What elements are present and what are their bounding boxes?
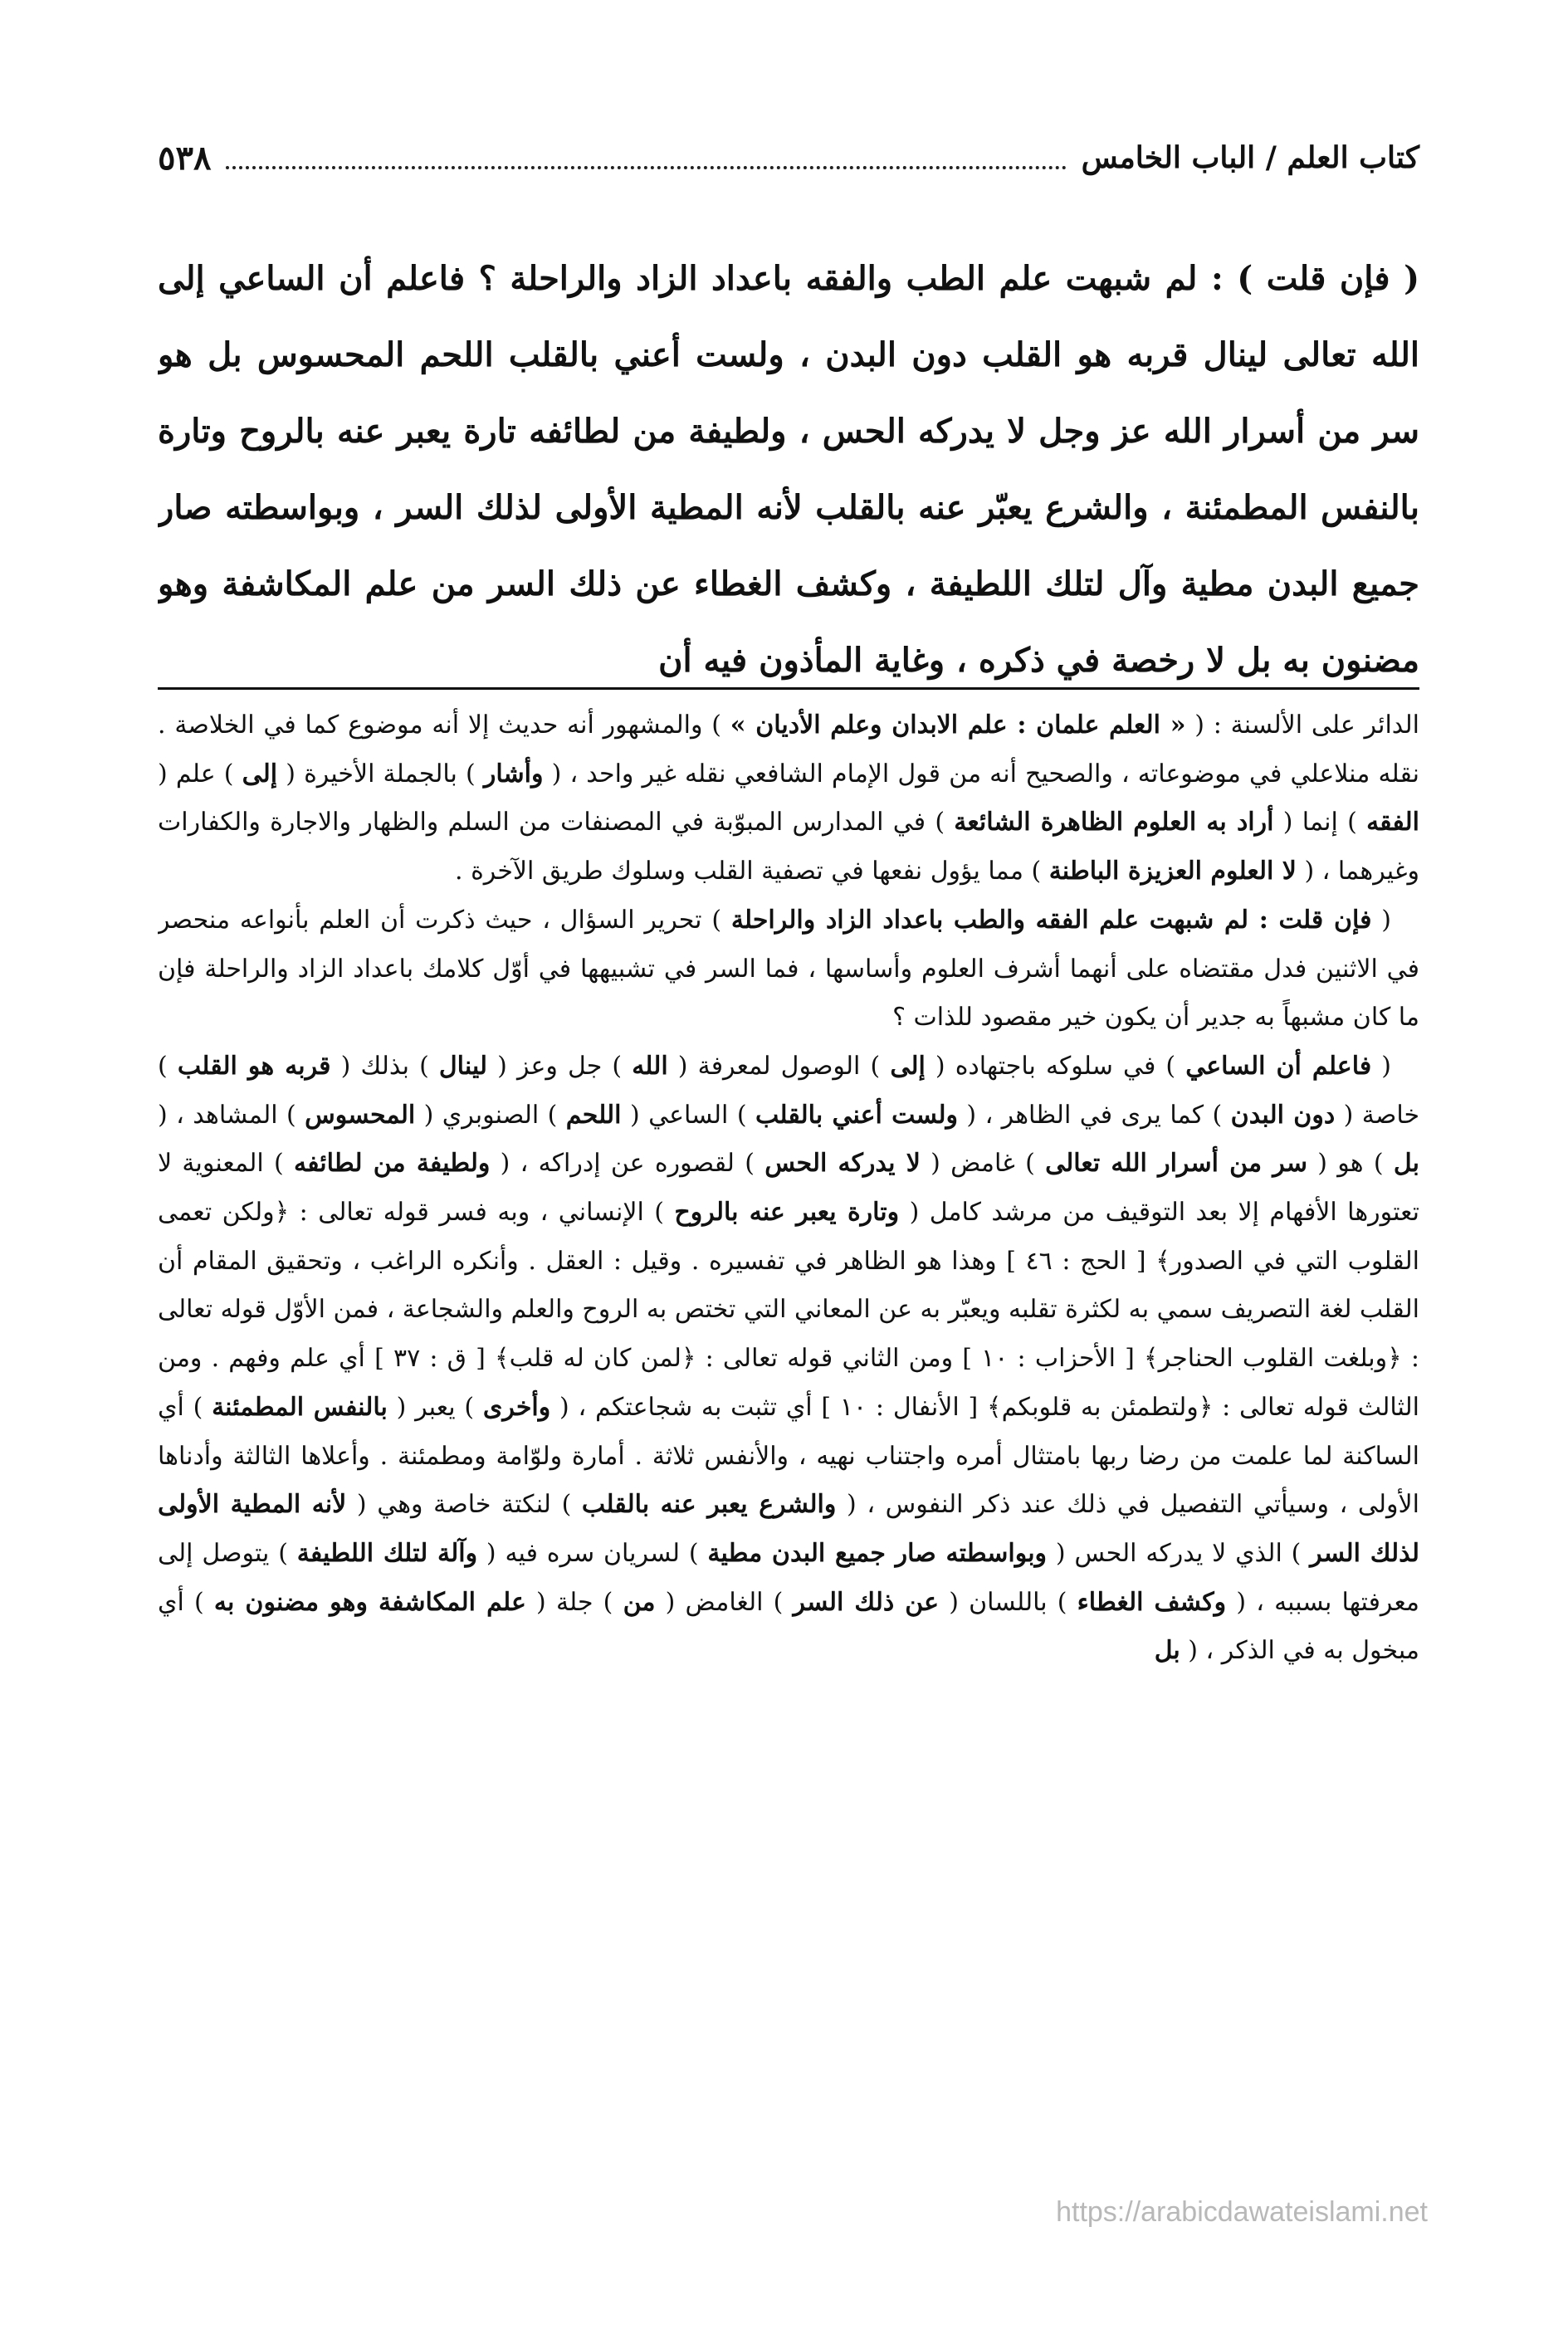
running-header bbox=[158, 133, 1419, 183]
commentary-text: ) أي مبخول به في الذكر ، ( bbox=[158, 1587, 1419, 1666]
quoted-term: ولست أعني بالقلب bbox=[755, 1100, 958, 1130]
quoted-term: من bbox=[623, 1587, 656, 1617]
commentary-text: ) المشاهد ، ( bbox=[158, 1100, 305, 1130]
quoted-term: الفقه bbox=[1366, 808, 1419, 837]
commentary-paragraph-1 bbox=[158, 701, 1419, 896]
quoted-term: قربه هو القلب bbox=[177, 1051, 331, 1081]
quoted-term: وأشار bbox=[483, 759, 544, 789]
quoted-term: اللحم bbox=[565, 1100, 622, 1130]
commentary-text: ) في المدارس المبوّبة في المصنفات من السلم والظهار والاجارة والكفارات وغيرهما ، ( bbox=[158, 808, 1419, 886]
dotted-leader bbox=[226, 163, 1066, 169]
commentary-paragraph-3 bbox=[158, 1043, 1419, 1676]
commentary-text: ) يتوصل إلى معرفتها بسببه ، ( bbox=[158, 1538, 1419, 1617]
quoted-term: سر من أسرار الله تعالى bbox=[1045, 1149, 1307, 1179]
quoted-term: وتارة يعبر عنه بالروح bbox=[674, 1198, 900, 1228]
quoted-term: ولطيفة من لطائفه bbox=[294, 1149, 491, 1179]
commentary-text: ) المعنوية لا تعتورها الأفهام إلا بعد التوقيف من مرشد كامل ( bbox=[158, 1149, 1419, 1228]
quoted-term: أراد به العلوم الظاهرة الشائعة bbox=[954, 808, 1274, 837]
commentary-text: ) بذلك ( bbox=[330, 1051, 439, 1081]
commentary-text: ) باللسان ( bbox=[939, 1587, 1077, 1617]
commentary-text: ) خاصة ( bbox=[158, 1051, 1419, 1130]
commentary-text: ) في سلوكه باجتهاده ( bbox=[925, 1051, 1186, 1081]
quoted-term: فإن قلت : لم شبهت علم الفقه والطب باعداد الزاد والراحلة bbox=[730, 905, 1372, 935]
quoted-term: المحسوس bbox=[305, 1100, 416, 1130]
quoted-term: إلى bbox=[890, 1051, 926, 1081]
quoted-term: بالنفس المطمئنة bbox=[212, 1392, 388, 1422]
commentary-text: ) الصنوبري ( bbox=[415, 1100, 566, 1130]
quoted-term: والشرع يعبر عنه بالقلب bbox=[581, 1490, 837, 1520]
quoted-term: علم المكاشفة وهو مضنون به bbox=[213, 1587, 526, 1617]
main-text bbox=[158, 241, 1419, 681]
commentary-text: ) الغامض ( bbox=[655, 1587, 794, 1617]
commentary-text: ) كما يرى في الظاهر ، ( bbox=[958, 1100, 1231, 1130]
commentary-text: ) الذي لا يدركه الحس ( bbox=[1047, 1538, 1311, 1568]
page-number: ٥٣٨ bbox=[158, 138, 212, 178]
quoted-term: لا يدركه الحس bbox=[764, 1149, 921, 1179]
quoted-term: إلى bbox=[242, 759, 278, 789]
commentary-text: ) لنكتة خاصة وهي ( bbox=[346, 1490, 582, 1520]
commentary-text: ) أي الساكنة لما علمت من رضا ربها بامتثال أمره واجتناب نهيه ، والأنفس ثلاثة . أمارة ولوّامة ومطمئنة . وأعلاها الثالثة وأدناها الأولى ، وسيأتي التفصيل في ذلك عند ذكر النفوس ، ( bbox=[158, 1392, 1419, 1520]
main-paragraph: ( فإن قلت ) : لم شبهت علم الطب والفقه باعداد الزاد والراحلة ؟ فاعلم أن الساعي إلى الله تعالى لينال قربه هو القلب دون البدن ، ولست أعني بالقلب اللحم المحسوس بل هو سر من أسرار الله عز وجل لا يدركه الحس ، ولطيفة من لطائفه تارة يعبر عنه بالروح وتارة بالنفس المطمئنة ، والشرع يعبّر عنه بالقلب لأنه المطية الأولى لذلك السر ، وبواسطته صار جميع البدن مطية وآل لتلك اللطيفة ، وكشف الغطاء عن ذلك السر من علم المكاشفة وهو مضنون به بل لا رخصة في ذكره ، وغاية المأذون فيه أن bbox=[158, 259, 1419, 680]
quoted-term: وآلة لتلك اللطيفة bbox=[296, 1538, 478, 1568]
quoted-term: فاعلم أن الساعي bbox=[1185, 1051, 1372, 1081]
commentary-text: ) بالجملة الأخيرة ( bbox=[277, 759, 484, 789]
commentary-text: ) جلة ( bbox=[525, 1587, 623, 1617]
commentary bbox=[158, 701, 1419, 2179]
commentary-text: ) والمشهور أنه حديث إلا أنه موضوع كما في الخلاصة . نقله منلاعلي في موضوعاته ، والصحيح أنه من قول الإمام الشافعي نقله غير واحد ، ( bbox=[158, 711, 1419, 789]
commentary-text: ) غامض ( bbox=[920, 1149, 1046, 1179]
commentary-text: ) الوصول لمعرفة ( bbox=[667, 1051, 891, 1081]
quoted-term: دون البدن bbox=[1230, 1100, 1336, 1130]
quoted-term: عن ذلك السر bbox=[793, 1587, 940, 1617]
quoted-term: بل bbox=[1393, 1149, 1419, 1179]
commentary-text: ) تحرير السؤال ، حيث ذكرت أن العلم بأنواعه منحصر في الاثنين فدل مقتضاه على أنهما أشرف العلوم وأساسها ، فما السر في تشبيهها في أوّل كلامك باعداد الزاد والراحلة فإن ما كان مشبهاً به جدير أن يكون خير مقصود للذات ؟ bbox=[158, 905, 1419, 1033]
commentary-text: ) الإنساني ، وبه فسر قوله تعالى : ﴿ولكن تعمى القلوب التي في الصدور﴾ [ الحج : ٤٦ ] وهذا هو الظاهر في تفسيره . وقيل : العقل . وأنكره الراغب ، وتحقيق المقام أن القلب لغة التصريف سمي به لكثرة تقلبه ويعبّر به عن المعاني التي تختص به الروح والعلم والشجاعة ، فمن الأوّل قوله تعالى : ﴿وبلغت القلوب الحناجر﴾ [ الأحزاب : ١٠ ] ومن الثاني قوله تعالى : ﴿لمن كان له قلب﴾ [ ق : ٣٧ ] أي علم وفهم . ومن الثالث قوله تعالى : ﴿ولتطمئن به قلوبكم﴾ [ الأنفال : ١٠ ] أي تثبت به شجاعتكم ، ( bbox=[158, 1198, 1419, 1422]
commentary-text: ( bbox=[1371, 905, 1392, 935]
commentary-text: ) لقصوره عن إدراكه ، ( bbox=[490, 1149, 765, 1179]
quoted-term: « العلم علمان : علم الابدان وعلم الأديان » bbox=[730, 711, 1186, 740]
source-watermark: https://arabicdawateislami.net bbox=[1056, 2196, 1428, 2228]
commentary-text: ) الساعي ( bbox=[621, 1100, 755, 1130]
commentary-text: ) لسريان سره فيه ( bbox=[477, 1538, 708, 1568]
commentary-paragraph-2 bbox=[158, 896, 1419, 1043]
commentary-text: ) علم ( bbox=[158, 759, 242, 789]
quoted-term: لأنه المطية الأولى لذلك السر bbox=[158, 1490, 1419, 1568]
quoted-term: بل bbox=[1154, 1636, 1180, 1666]
commentary-text: ) جل وعز ( bbox=[487, 1051, 633, 1081]
commentary-text: ) هو ( bbox=[1307, 1149, 1394, 1179]
commentary-text: ) يعبر ( bbox=[387, 1392, 483, 1422]
commentary-text: الدائر على الألسنة : ( bbox=[1185, 711, 1419, 740]
quoted-term: الله bbox=[632, 1051, 668, 1081]
quoted-term: وكشف الغطاء bbox=[1077, 1587, 1227, 1617]
commentary-text: ) إنما ( bbox=[1273, 808, 1367, 837]
chapter-title: كتاب العلم / الباب الخامس bbox=[1081, 140, 1419, 175]
commentary-text: ) مما يؤول نفعها في تصفية القلب وسلوك طريق الآخرة . bbox=[455, 857, 1049, 886]
quoted-term: وأخرى bbox=[482, 1392, 551, 1422]
quoted-term: لا العلوم العزيزة الباطنة bbox=[1048, 857, 1297, 886]
commentary-text: ( bbox=[1371, 1051, 1391, 1081]
quoted-term: لينال bbox=[438, 1051, 488, 1081]
footnote-separator bbox=[158, 687, 1419, 690]
quoted-term: وبواسطته صار جميع البدن مطية bbox=[707, 1538, 1048, 1568]
